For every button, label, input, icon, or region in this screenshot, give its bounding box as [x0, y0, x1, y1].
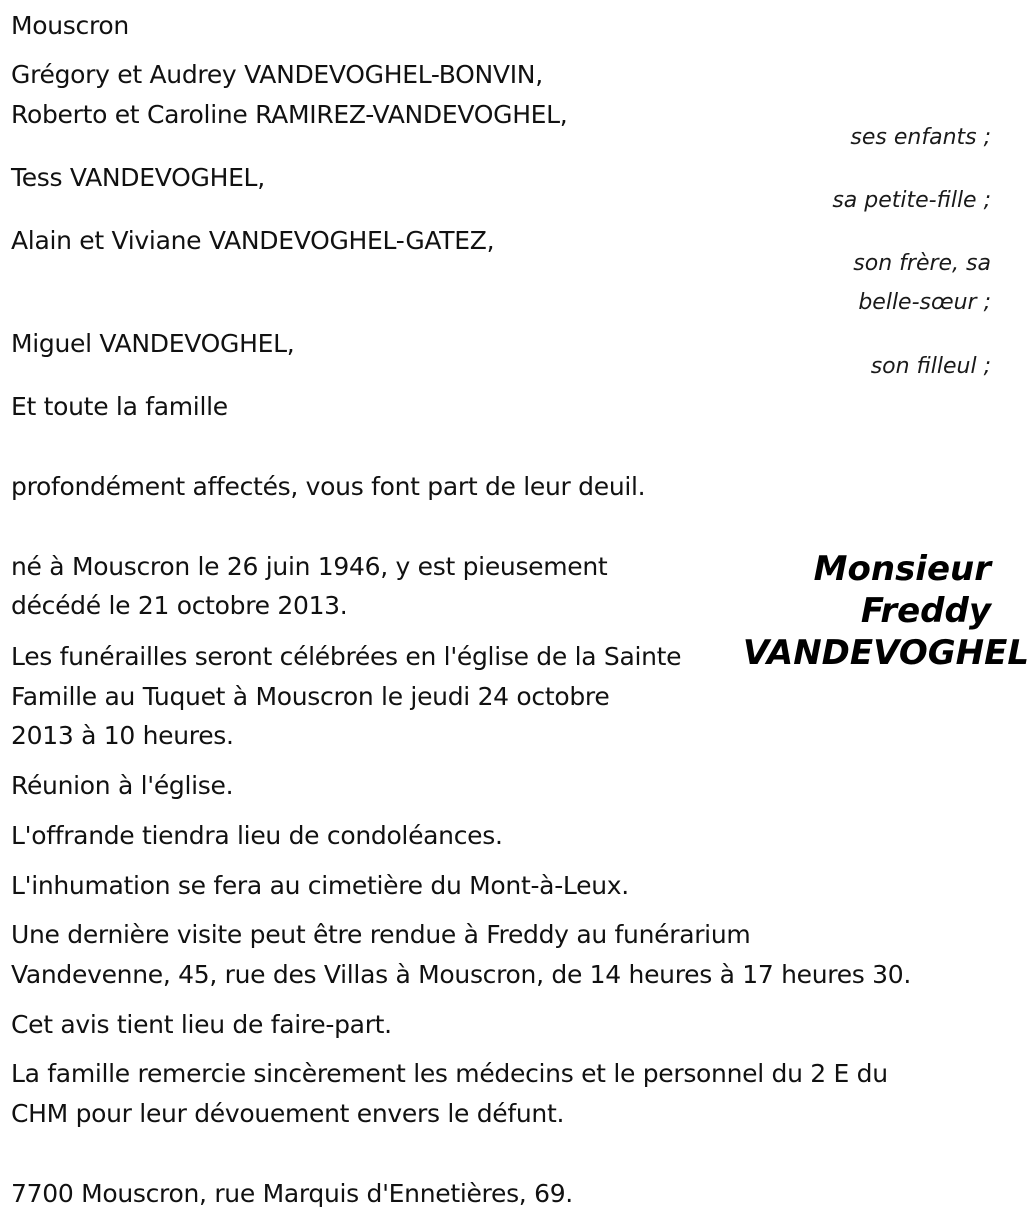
family-children-line-1: Grégory et Audrey VANDEVOGHEL-BONVIN,	[11, 60, 543, 89]
birth-death-line-1: né à Mouscron le 26 juin 1946, y est pieusement	[11, 552, 608, 581]
meeting: Réunion à l'église.	[11, 771, 234, 800]
address: 7700 Mouscron, rue Marquis d'Ennetières, 69.	[11, 1179, 573, 1208]
relation-brother-line-2: belle-sœur ;	[858, 290, 991, 315]
family-godson: Miguel VANDEVOGHEL,	[11, 329, 295, 358]
birth-death-line-2: décédé le 21 octobre 2013.	[11, 591, 348, 620]
thanks-line-1: La famille remercie sincèrement les médecins et le personnel du 2 E du	[11, 1059, 888, 1088]
family-brother: Alain et Viviane VANDEVOGHEL-GATEZ,	[11, 226, 495, 255]
relation-brother-line-1: son frère, sa	[853, 251, 991, 276]
announcement: profondément affectés, vous font part de leur deuil.	[11, 472, 646, 501]
deceased-last-name: VANDEVOGHEL	[742, 633, 1029, 673]
all-family: Et toute la famille	[11, 392, 228, 421]
family-children-line-2: Roberto et Caroline RAMIREZ-VANDEVOGHEL,	[11, 100, 568, 129]
funeral-line-2: Famille au Tuquet à Mouscron le jeudi 24 octobre	[11, 682, 610, 711]
visit-line-2: Vandevenne, 45, rue des Villas à Mouscron, de 14 heures à 17 heures 30.	[11, 960, 912, 989]
deceased-first-name: Freddy	[860, 591, 991, 631]
offering: L'offrande tiendra lieu de condoléances.	[11, 821, 503, 850]
relation-godson: son filleul ;	[870, 354, 991, 379]
burial: L'inhumation se fera au cimetière du Mont-à-Leux.	[11, 871, 629, 900]
thanks-line-2: CHM pour leur dévouement envers le défunt.	[11, 1099, 565, 1128]
family-granddaughter: Tess VANDEVOGHEL,	[11, 163, 265, 192]
visit-line-1: Une dernière visite peut être rendue à Freddy au funérarium	[11, 920, 751, 949]
city-header: Mouscron	[11, 11, 129, 40]
funeral-line-3: 2013 à 10 heures.	[11, 721, 234, 750]
relation-granddaughter: sa petite-fille ;	[832, 188, 991, 213]
funeral-line-1: Les funérailles seront célébrées en l'église de la Sainte	[11, 642, 682, 671]
deceased-title: Monsieur	[813, 549, 991, 589]
deceased-name	[729, 548, 1029, 674]
relation-children: ses enfants ;	[850, 125, 991, 150]
notice-note: Cet avis tient lieu de faire-part.	[11, 1010, 392, 1039]
